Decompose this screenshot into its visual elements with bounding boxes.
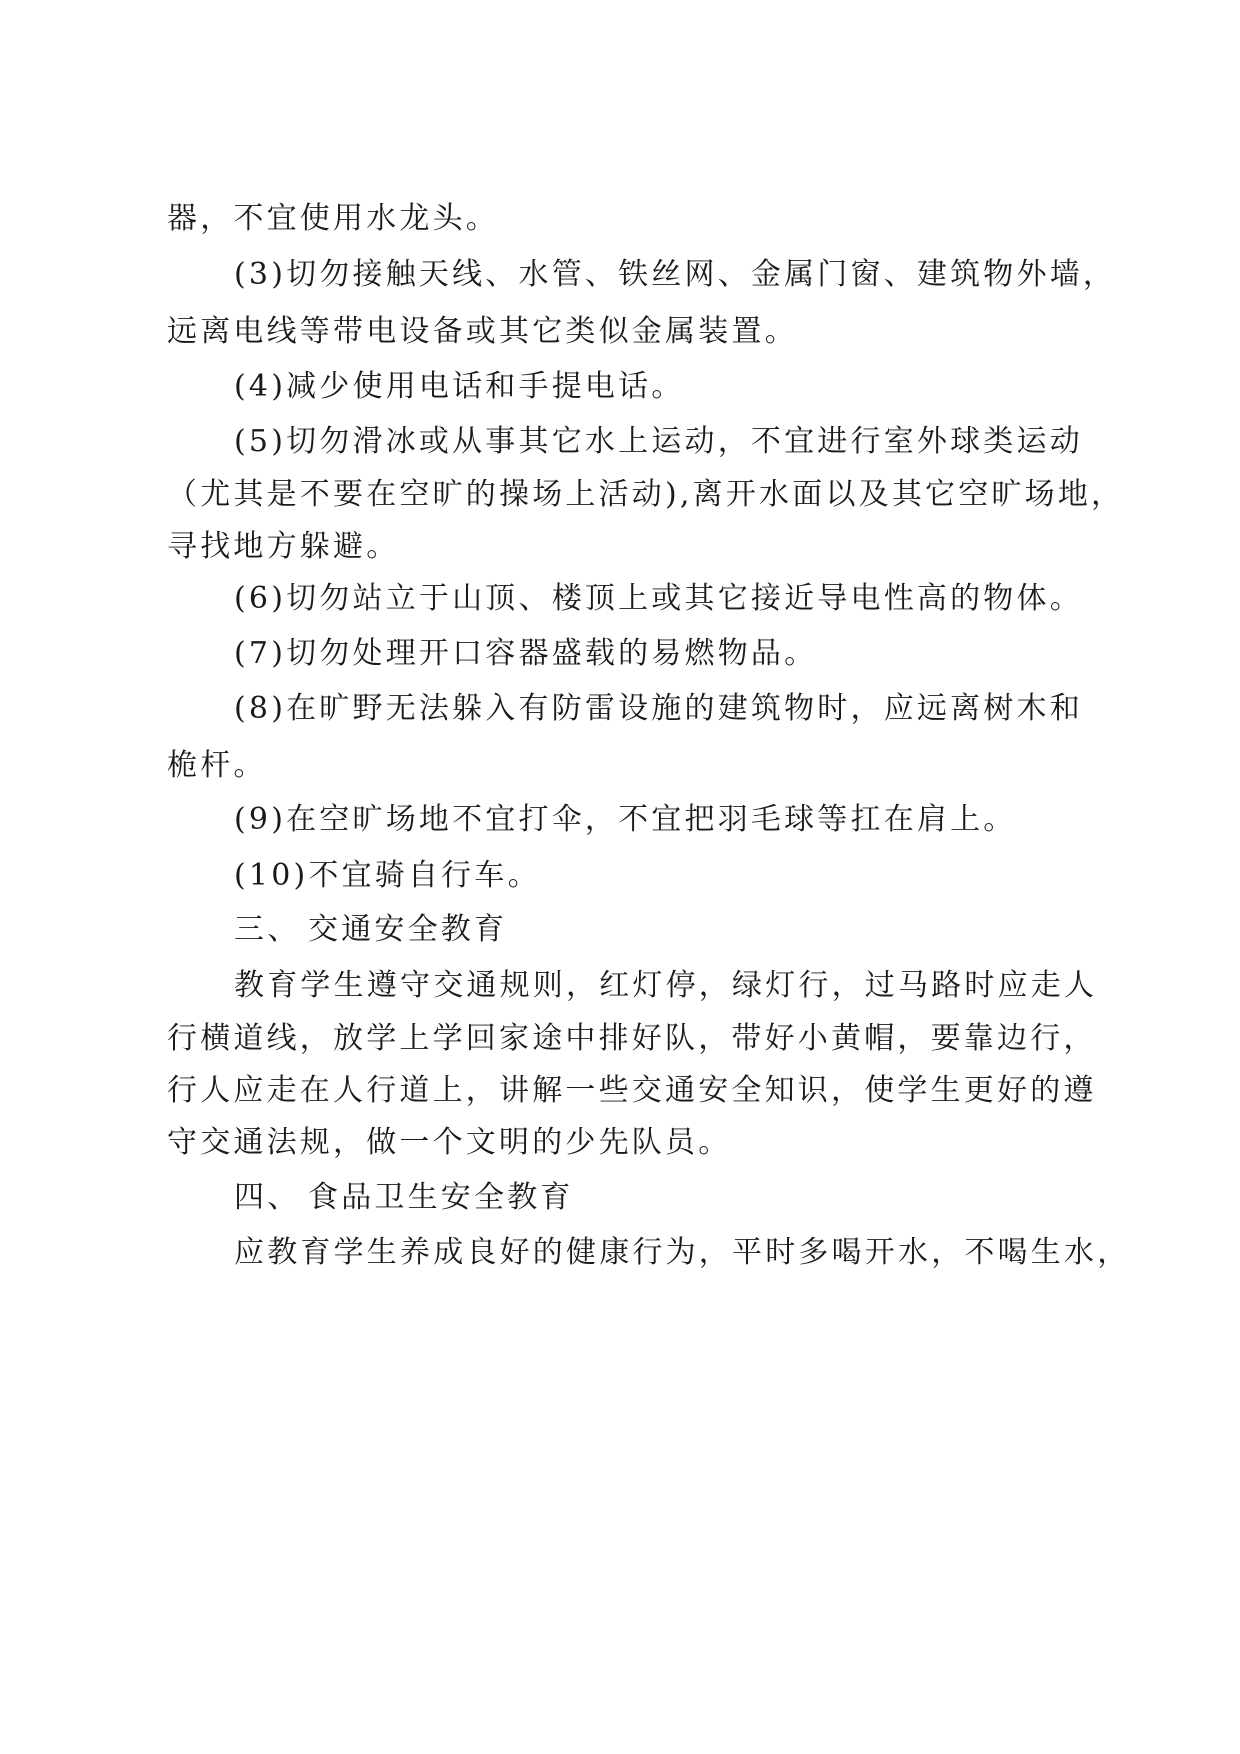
paragraph-line: 应教育学生养成良好的健康行为，平时多喝开水，不喝生水， <box>234 1235 1131 1270</box>
list-item-5: (5)切勿滑冰或从事其它水上运动，不宜进行室外球类运动 <box>234 424 1083 459</box>
text-line: 器，不宜使用水龙头。 <box>167 201 499 236</box>
list-item-4: (4)减少使用电话和手提电话。 <box>234 369 685 404</box>
list-item-7: (7)切勿处理开口容器盛载的易燃物品。 <box>234 636 818 671</box>
section-heading-traffic <box>234 910 1164 950</box>
section-heading-food <box>234 1178 1164 1218</box>
text-line: 远离电线等带电设备或其它类似金属装置。 <box>167 314 798 349</box>
list-item-10: (10)不宜骑自行车。 <box>234 858 541 893</box>
list-item-3: (3)切勿接触天线、水管、铁丝网、金属门窗、建筑物外墙， <box>234 257 1117 292</box>
paragraph-line: 教育学生遵守交通规则，红灯停，绿灯行，过马路时应走人 <box>234 968 1098 1003</box>
section-number: 四、 <box>234 1180 301 1215</box>
section-title: 交通安全教育 <box>308 912 508 947</box>
list-item-9: (9)在空旷场地不宜打伞，不宜把羽毛球等扛在肩上。 <box>234 802 1017 837</box>
text-line: （尤其是不要在空旷的操场上活动),离开水面以及其它空旷场地， <box>167 477 1125 512</box>
paragraph-line: 行人应走在人行道上，讲解一些交通安全知识，使学生更好的遵 <box>167 1073 1097 1108</box>
paragraph-line: 守交通法规，做一个文明的少先队员。 <box>167 1125 732 1160</box>
list-item-8: (8)在旷野无法躲入有防雷设施的建筑物时，应远离树木和 <box>234 691 1083 726</box>
paragraph-line: 行横道线，放学上学回家途中排好队，带好小黄帽，要靠边行， <box>167 1021 1097 1056</box>
section-number: 三、 <box>234 912 301 947</box>
list-item-6: (6)切勿站立于山顶、楼顶上或其它接近导电性高的物体。 <box>234 581 1083 616</box>
text-line: 寻找地方躲避。 <box>167 529 400 564</box>
section-title: 食品卫生安全教育 <box>308 1180 574 1215</box>
text-line: 桅杆。 <box>167 748 267 783</box>
